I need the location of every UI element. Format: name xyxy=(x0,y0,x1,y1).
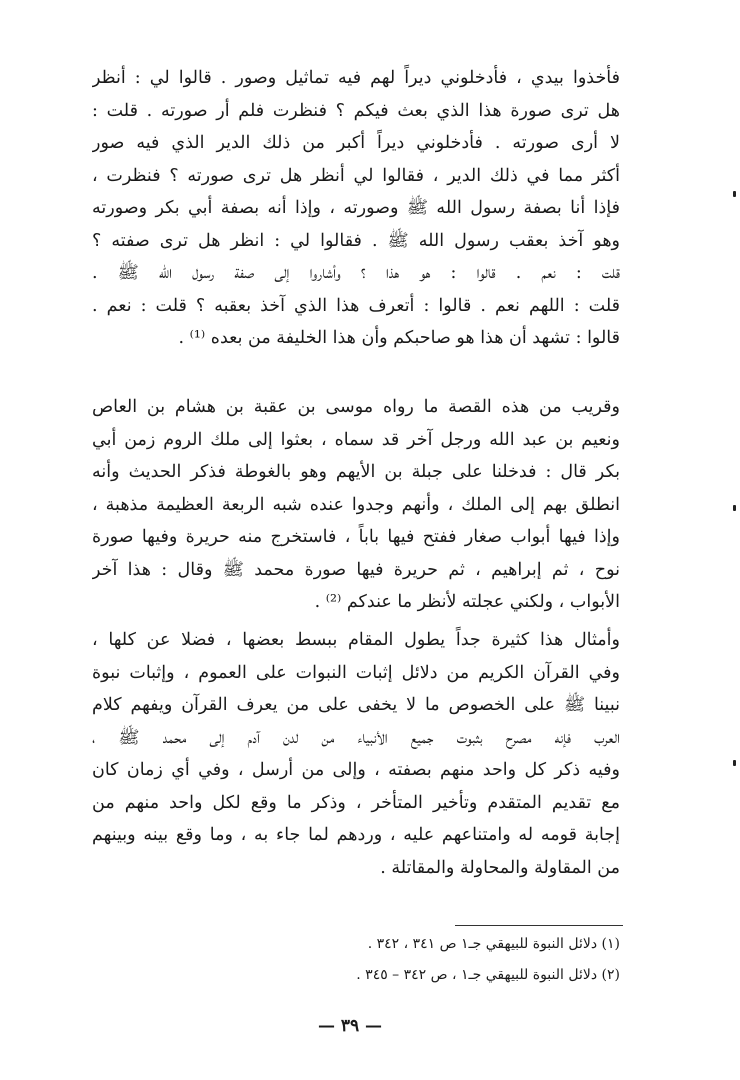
scan-mark xyxy=(733,191,736,197)
text-line: لا أرى صورته . فأدخلوني ديراً أكبر من ذلك الدير الذي فيه صور xyxy=(92,133,620,153)
text-line: قلت : اللهم نعم . قالوا : أتعرف هذا الذي آخذ بعقبه ؟ قلت : نعم . xyxy=(92,295,620,316)
text-line: فإذا أنا بصفة رسول الله ﷺ وصورته ، وإذا أنه بصفة أبي بكر وصورته xyxy=(92,198,620,218)
text-line: نبينا ﷺ على الخصوص ما لا يخفى على من يعرف القرآن ويفهم كلام xyxy=(92,695,620,715)
footnote-1: (١) دلائل النبوة للبيهقي جـ١ ص ٣٤١ ، ٣٤٢ . xyxy=(367,936,620,952)
text-line: نوح ، ثم إبراهيم ، ثم حريرة فيها صورة محمد ﷺ وقال : هذا آخر xyxy=(92,559,620,580)
text-line: الأبواب ، ولكني عجلته لأنظر ما عندكم ⁽²⁾ . xyxy=(314,592,620,612)
paragraph-1 xyxy=(92,62,620,355)
text-line: وأمثال هذا كثيرة جداً يطول المقام ببسط بعضها ، فضلا عن كلها ، xyxy=(92,630,620,650)
text-line: وقريب من هذه القصة ما رواه موسى بن عقبة بن هشام بن العاص xyxy=(92,397,620,417)
text-line: وفي القرآن الكريم من دلائل إثبات النبوات على العموم ، وإثبات نبوة xyxy=(92,662,620,683)
text-line: من المقاولة والمحاولة والمقاتلة . xyxy=(380,857,620,878)
paragraph-3 xyxy=(92,624,620,884)
scan-mark xyxy=(733,760,736,766)
scan-mark xyxy=(733,505,736,511)
text-line: إجابة قومه له وامتناعهم عليه ، وردهم لما جاء به ، وما وقع بينه وبينهم xyxy=(92,825,620,845)
text-line: أكثر مما في ذلك الدير ، فقالوا لي أنظر هل ترى صورته ؟ فنظرت ، xyxy=(92,165,620,186)
paragraph-2 xyxy=(92,391,620,619)
text-line: العرب فإنه مصرح بثبوت جميع الأنبياء من لدن آدم إلى محمد ﷺ ، xyxy=(92,727,620,748)
text-line: وإذا فيها أبواب صغار ففتح فيها باباً ، فاستخرج منه حريرة وفيها صورة xyxy=(92,527,620,547)
text-line: ونعيم بن عبد الله ورجل آخر قد سماه ، بعثوا إلى ملك الروم زمن أبي xyxy=(92,429,620,450)
text-line: وفيه ذكر كل واحد منهم بصفته ، وإلى من أرسل ، وفي أي زمان كان xyxy=(92,760,620,780)
text-line: وهو آخذ بعقب رسول الله ﷺ . فقالوا لي : انظر هل ترى صفته ؟ xyxy=(92,230,620,251)
text-line: انطلق بهم إلى الملك ، وأنهم وجدوا عنده شبه الربعة العظيمة مذهبة ، xyxy=(92,494,620,515)
text-line: بكر قال : فدخلنا على جبلة بن الأيهم وهو بالغوطة فذكر الحديث وأنه xyxy=(92,462,620,482)
text-line: فأخذوا بيدي ، فأدخلوني ديراً لهم فيه تماثيل وصور . قالوا لي : أنظر xyxy=(92,68,620,88)
footnote-divider xyxy=(455,925,623,926)
text-line: قلت : نعم . قالوا : هو هذا ؟ وأشاروا إلى صفة رسول الله ﷺ . xyxy=(92,263,620,283)
page-number: — ٣٩ — xyxy=(317,1016,383,1036)
text-line: هل ترى صورة هذا الذي بعث فيكم ؟ فنظرت فلم أر صورته . قلت : xyxy=(92,100,620,121)
text-line: مع تقديم المتقدم وتأخير المتأخر ، وذكر ما وقع لكل واحد منهم من xyxy=(92,792,620,813)
text-line: قالوا : تشهد أن هذا هو صاحبكم وأن هذا الخليفة من بعده ⁽¹⁾ . xyxy=(178,328,620,348)
footnote-2: (٢) دلائل النبوة للبيهقي جـ١ ، ص ٣٤٢ – ٣٤٥ . xyxy=(356,967,620,983)
